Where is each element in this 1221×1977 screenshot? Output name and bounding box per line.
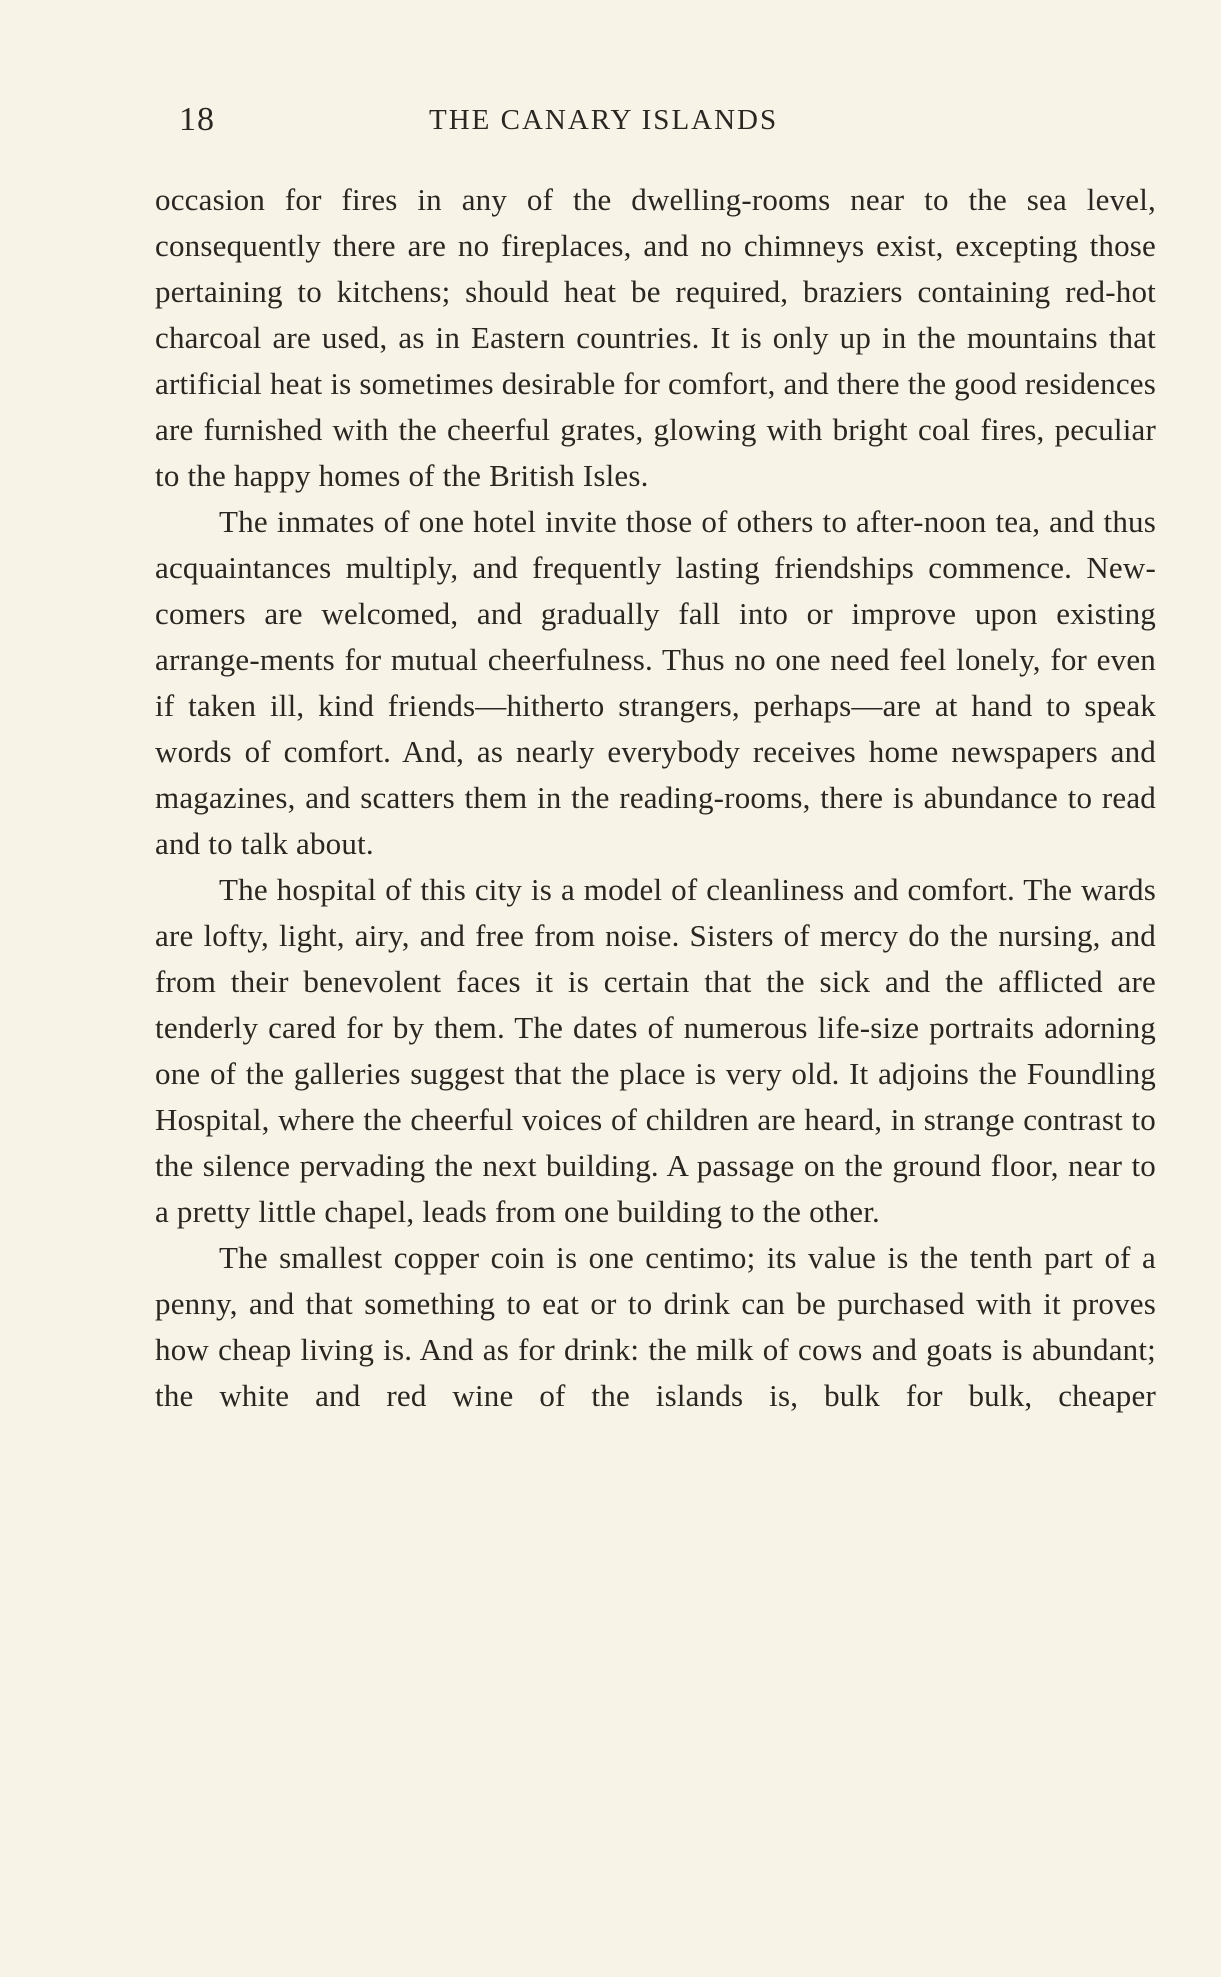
paragraph-copper-coin: The smallest copper coin is one centimo; its value is the tenth part of a penny, and that something to eat or to drink can be purchased with it proves how cheap living is. And as for drink: the milk of cows and goats is abundant; the white and red wine of the islands is, bulk for bulk, cheaper <box>155 1240 1156 1413</box>
page-number: 18 <box>179 101 215 138</box>
body-text <box>155 177 1156 1419</box>
running-title: THE CANARY ISLANDS <box>429 104 779 136</box>
paragraph-hospital: The hospital of this city is a model of cleanliness and comfort. The wards are lofty, light, airy, and free from noise. Sisters of mercy do the nursing, and from their benevolent faces it is certain that the sick and the afflicted are tenderly cared for by them. The dates of numerous life-size portraits adorning one of the galleries suggest that the place is very old. It adjoins the Foundling Hospital, where the cheerful voices of children are heard, in strange contrast to the silence pervading the next building. A passage on the ground floor, near to a pretty little chapel, leads from one building to the other. <box>155 872 1156 1229</box>
running-head <box>179 100 870 140</box>
paragraph-hotel-society: The inmates of one hotel invite those of others to after-noon tea, and thus acquaintances multiply, and frequently lasting friendships commence. New-comers are welcomed, and gradually fall into or improve upon existing arrange-ments for mutual cheerfulness. Thus no one need feel lonely, for even if taken ill, kind friends—hitherto strangers, perhaps—are at hand to speak words of comfort. And, as nearly everybody receives home newspapers and magazines, and scatters them in the reading-rooms, there is abundance to read and to talk about. <box>155 504 1156 861</box>
paragraph-fireplaces: occasion for fires in any of the dwelling-rooms near to the sea level, consequently there are no fireplaces, and no chimneys exist, excepting those pertaining to kitchens; should heat be required, braziers containing red-hot charcoal are used, as in Eastern countries. It is only up in the mountains that artificial heat is sometimes desirable for comfort, and there the good residences are furnished with the cheerful grates, glowing with bright coal fires, peculiar to the happy homes of the British Isles. <box>155 182 1156 493</box>
